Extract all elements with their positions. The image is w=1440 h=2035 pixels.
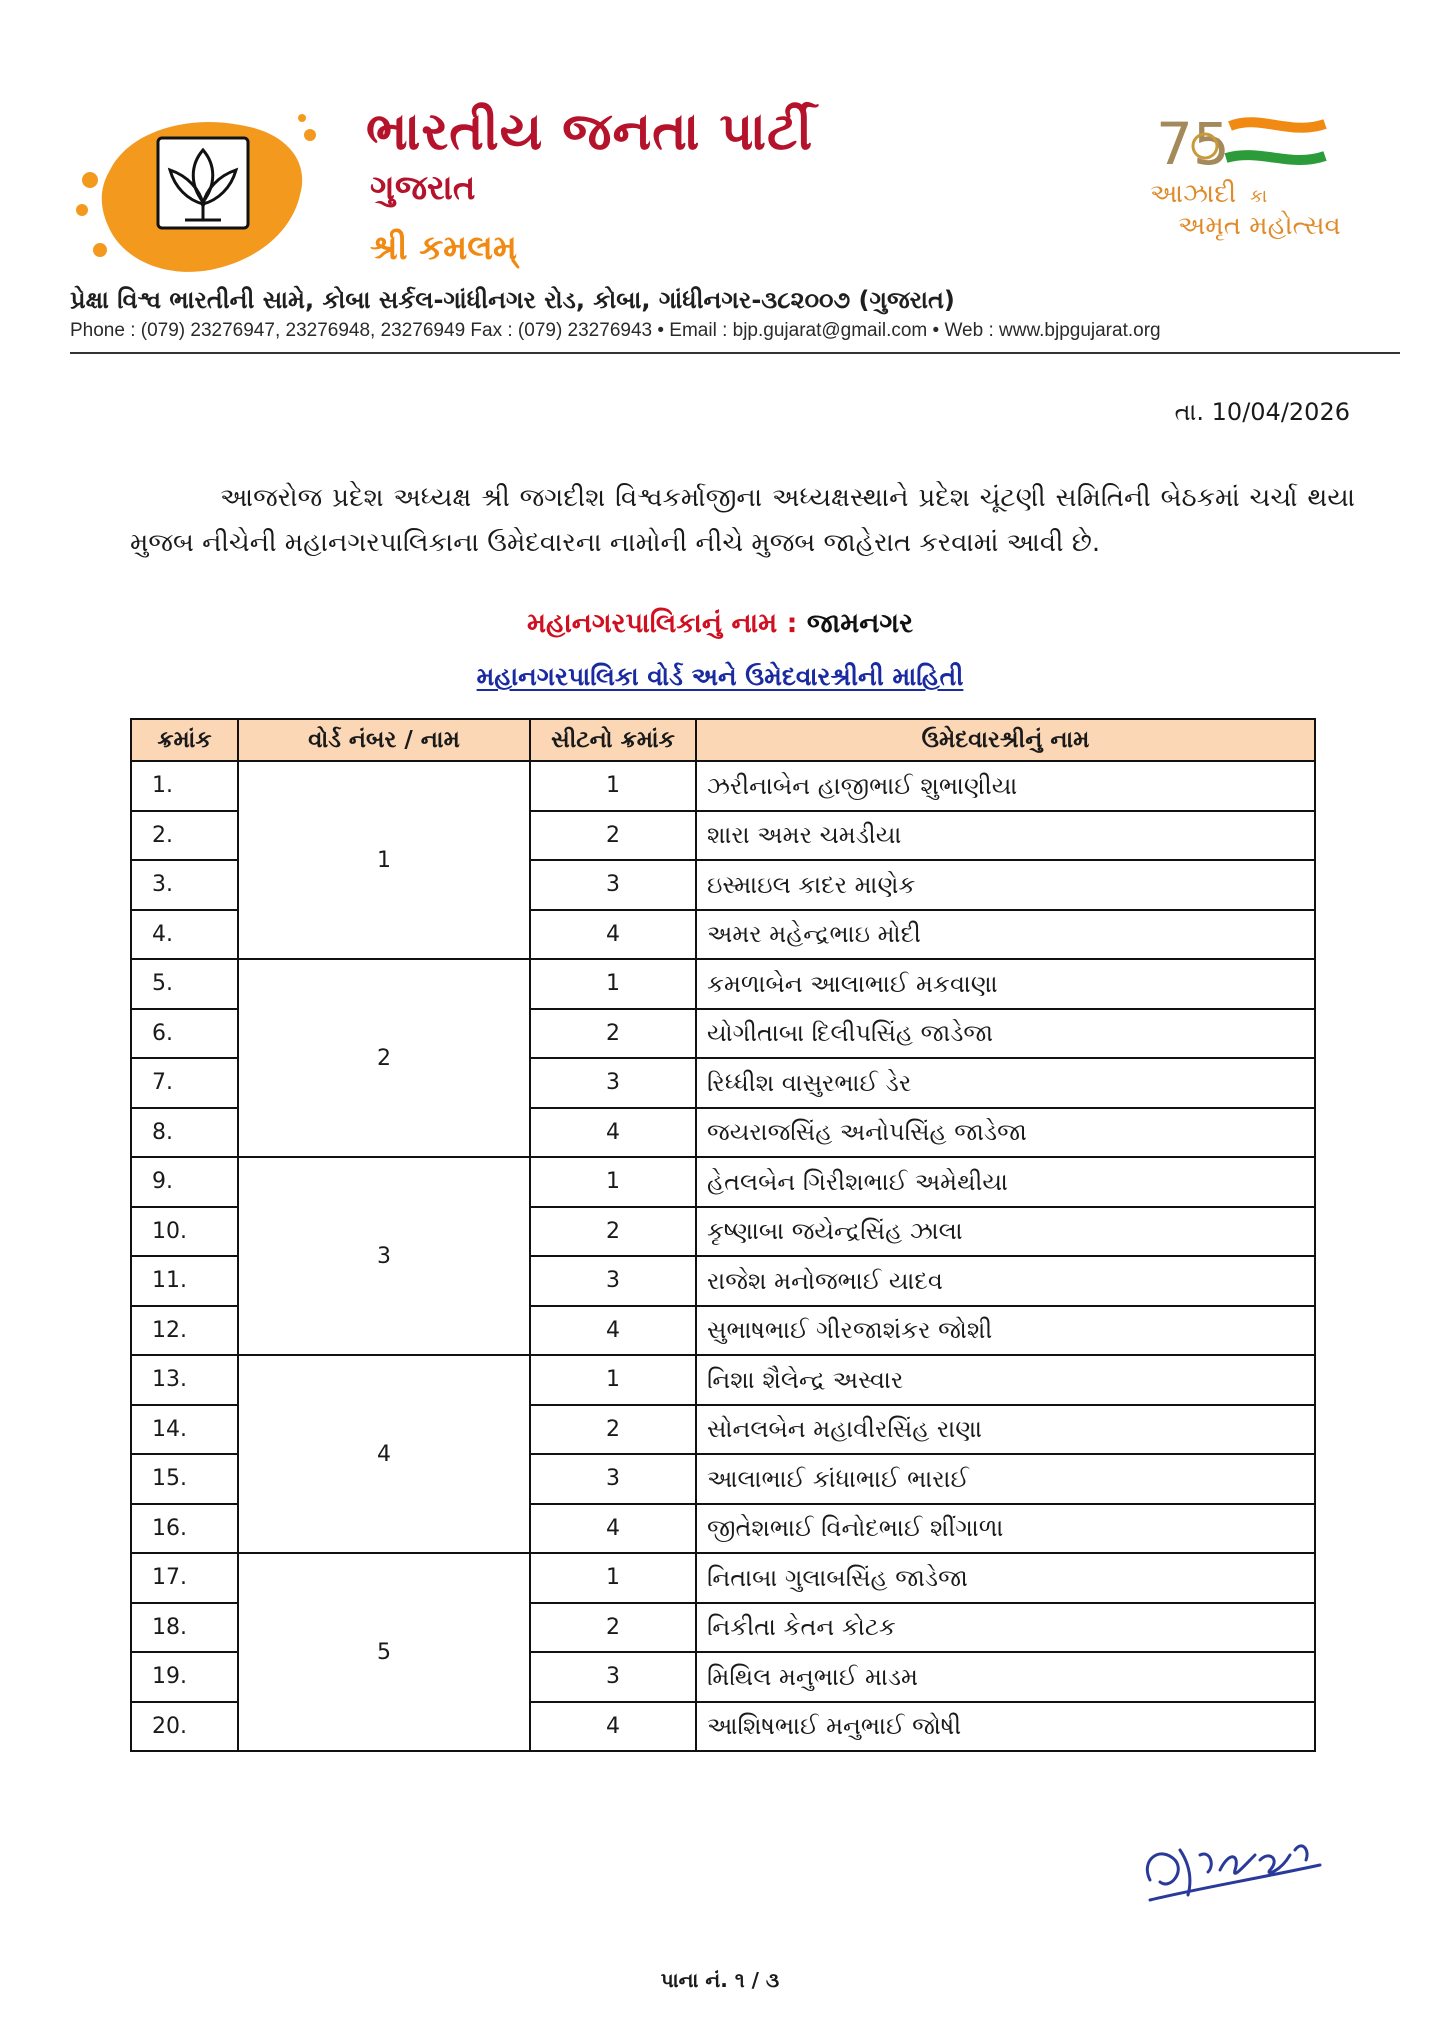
handwritten-signature xyxy=(1130,1810,1330,1920)
cell-serial: 19. xyxy=(131,1652,238,1702)
table-row xyxy=(131,761,1315,811)
candidate-table xyxy=(130,718,1316,1752)
cell-serial: 3. xyxy=(131,860,238,910)
cell-seat: 3 xyxy=(530,1058,696,1108)
cell-seat: 1 xyxy=(530,959,696,1009)
cell-serial: 2. xyxy=(131,811,238,861)
header-serial: ક્રમાંક xyxy=(131,719,238,761)
table-row xyxy=(131,1157,1315,1207)
cell-seat: 3 xyxy=(530,1652,696,1702)
cell-serial: 4. xyxy=(131,910,238,960)
cell-seat: 2 xyxy=(530,1603,696,1653)
table-row xyxy=(131,1553,1315,1603)
cell-seat: 2 xyxy=(530,811,696,861)
cell-seat: 3 xyxy=(530,1256,696,1306)
cell-candidate-name: આશિષભાઈ મનુભાઈ જોષી xyxy=(696,1702,1315,1752)
cell-seat: 2 xyxy=(530,1405,696,1455)
cell-candidate-name: યોગીતાબા દિલીપસિંહ જાડેજા xyxy=(696,1009,1315,1059)
cell-serial: 17. xyxy=(131,1553,238,1603)
cell-candidate-name: કૃષ્ણાબા જયેન્દ્રસિંહ ઝાલા xyxy=(696,1207,1315,1257)
cell-serial: 5. xyxy=(131,959,238,1009)
cell-serial: 6. xyxy=(131,1009,238,1059)
azadi-ka-amrut-mahotsav-logo xyxy=(1150,106,1380,246)
cell-serial: 12. xyxy=(131,1306,238,1356)
cell-seat: 3 xyxy=(530,860,696,910)
cell-serial: 13. xyxy=(131,1355,238,1405)
cell-serial: 15. xyxy=(131,1454,238,1504)
contact-details: Phone : (079) 23276947, 23276948, 23276949 Fax : (079) 23276943 • Email : bjp.gujarat@gmail.com • Web : www.bjpgujarat.org xyxy=(70,320,1161,341)
cell-seat: 4 xyxy=(530,1504,696,1554)
cell-seat: 1 xyxy=(530,1157,696,1207)
corporation-name-line xyxy=(0,608,1440,640)
page-number: પાના નં. ૧ / ૩ xyxy=(660,1968,780,1992)
cell-seat: 2 xyxy=(530,1009,696,1059)
table-row xyxy=(131,1355,1315,1405)
party-state: ગુજરાત xyxy=(370,168,476,208)
header-ward: વોર્ડ નંબર / નામ xyxy=(238,719,530,761)
letterhead-divider xyxy=(70,352,1400,354)
azadi-text: આઝાદી xyxy=(1150,179,1237,209)
cell-candidate-name: હેતલબેન ગિરીશભાઈ અમેથીયા xyxy=(696,1157,1315,1207)
candidate-table-body xyxy=(131,761,1315,1751)
table-title-text: મહાનગરપાલિકા વોર્ડ અને ઉમેદવારશ્રીની માહિતી xyxy=(476,662,964,691)
bjp-lotus-logo xyxy=(70,110,320,280)
cell-serial: 1. xyxy=(131,761,238,811)
intro-paragraph: આજરોજ પ્રદેશ અધ્યક્ષ શ્રી જગદીશ વિશ્વકર્માજીના અધ્યક્ષસ્થાને પ્રદેશ ચૂંટણી સમિતિની બેઠકમાં ચર્ચા થયા મુજબ નીચેની મહાનગરપાલિકાના ઉમેદવારના નામોની નીચે મુજબ જાહેરાત કરવામાં આવી છે. xyxy=(130,483,1355,558)
cell-candidate-name: આલાભાઈ કાંધાભાઈ ભારાઈ xyxy=(696,1454,1315,1504)
cell-serial: 16. xyxy=(131,1504,238,1554)
party-name: ભારતીય જનતા પાર્ટી xyxy=(366,102,814,162)
cell-candidate-name: મિથિલ મનુભાઈ માડમ xyxy=(696,1652,1315,1702)
cell-candidate-name: જયરાજસિંહ અનોપસિંહ જાડેજા xyxy=(696,1108,1315,1158)
office-address: પ્રેક્ષા વિશ્વ ભારતીની સામે, કોબા સર્કલ-ગાંધીનગર રોડ, કોબા, ગાંધીનગર-૩૮૨૦૦૭ (ગુજરાત) xyxy=(70,286,955,314)
cell-candidate-name: સુભાષભાઈ ગીરજાશંકર જોશી xyxy=(696,1306,1315,1356)
cell-ward: 4 xyxy=(238,1355,530,1553)
cell-seat: 1 xyxy=(530,1355,696,1405)
cell-seat: 4 xyxy=(530,910,696,960)
cell-serial: 18. xyxy=(131,1603,238,1653)
cell-serial: 14. xyxy=(131,1405,238,1455)
cell-candidate-name: રાજેશ મનોજભાઈ યાદવ xyxy=(696,1256,1315,1306)
cell-seat: 3 xyxy=(530,1454,696,1504)
header-candidate-name: ઉમેદવારશ્રીનું નામ xyxy=(696,719,1315,761)
cell-candidate-name: ઇસ્માઇલ કાદર માણેક xyxy=(696,860,1315,910)
cell-serial: 20. xyxy=(131,1702,238,1752)
table-title xyxy=(0,662,1440,692)
letterhead xyxy=(70,96,1400,356)
cell-ward: 2 xyxy=(238,959,530,1157)
cell-serial: 8. xyxy=(131,1108,238,1158)
letter-date: તા. 10/04/2026 xyxy=(1174,398,1350,426)
cell-ward: 5 xyxy=(238,1553,530,1751)
cell-candidate-name: રિધ્ધીશ વાસુરભાઈ ડેર xyxy=(696,1058,1315,1108)
cell-serial: 7. xyxy=(131,1058,238,1108)
party-office: શ્રી કમલમ્ xyxy=(370,228,517,268)
cell-candidate-name: સોનલબેન મહાવીરસિંહ રાણા xyxy=(696,1405,1315,1455)
cell-candidate-name: નિતાબા ગુલાબસિંહ જાડેજા xyxy=(696,1553,1315,1603)
amrut-mahotsav-text: અમૃત મહોત્સવ xyxy=(1178,211,1341,241)
cell-candidate-name: જીતેશભાઈ વિનોદભાઈ શીંગાળા xyxy=(696,1504,1315,1554)
cell-candidate-name: કમળાબેન આલાભાઈ મકવાણા xyxy=(696,959,1315,1009)
cell-seat: 4 xyxy=(530,1306,696,1356)
azadi-ka: કા xyxy=(1250,186,1268,207)
cell-seat: 1 xyxy=(530,1553,696,1603)
cell-serial: 9. xyxy=(131,1157,238,1207)
azadi-75: 75 xyxy=(1156,110,1230,178)
cell-ward: 1 xyxy=(238,761,530,959)
cell-candidate-name: નિકીતા કેતન કોટક xyxy=(696,1603,1315,1653)
cell-serial: 11. xyxy=(131,1256,238,1306)
cell-seat: 4 xyxy=(530,1702,696,1752)
cell-seat: 2 xyxy=(530,1207,696,1257)
header-seat: સીટનો ક્રમાંક xyxy=(530,719,696,761)
corporation-label: મહાનગરપાલિકાનું નામ : xyxy=(526,608,798,639)
cell-candidate-name: શારા અમર ચમડીયા xyxy=(696,811,1315,861)
cell-seat: 1 xyxy=(530,761,696,811)
cell-ward: 3 xyxy=(238,1157,530,1355)
corporation-value: જામનગર xyxy=(806,608,914,639)
cell-candidate-name: નિશા શૈલેન્દ્ર અસ્વાર xyxy=(696,1355,1315,1405)
cell-serial: 10. xyxy=(131,1207,238,1257)
table-row xyxy=(131,959,1315,1009)
table-header-row xyxy=(131,719,1315,761)
cell-candidate-name: અમર મહેન્દ્રભાઇ મોદી xyxy=(696,910,1315,960)
cell-candidate-name: ઝરીનાબેન હાજીભાઈ શુભાણીયા xyxy=(696,761,1315,811)
cell-seat: 4 xyxy=(530,1108,696,1158)
